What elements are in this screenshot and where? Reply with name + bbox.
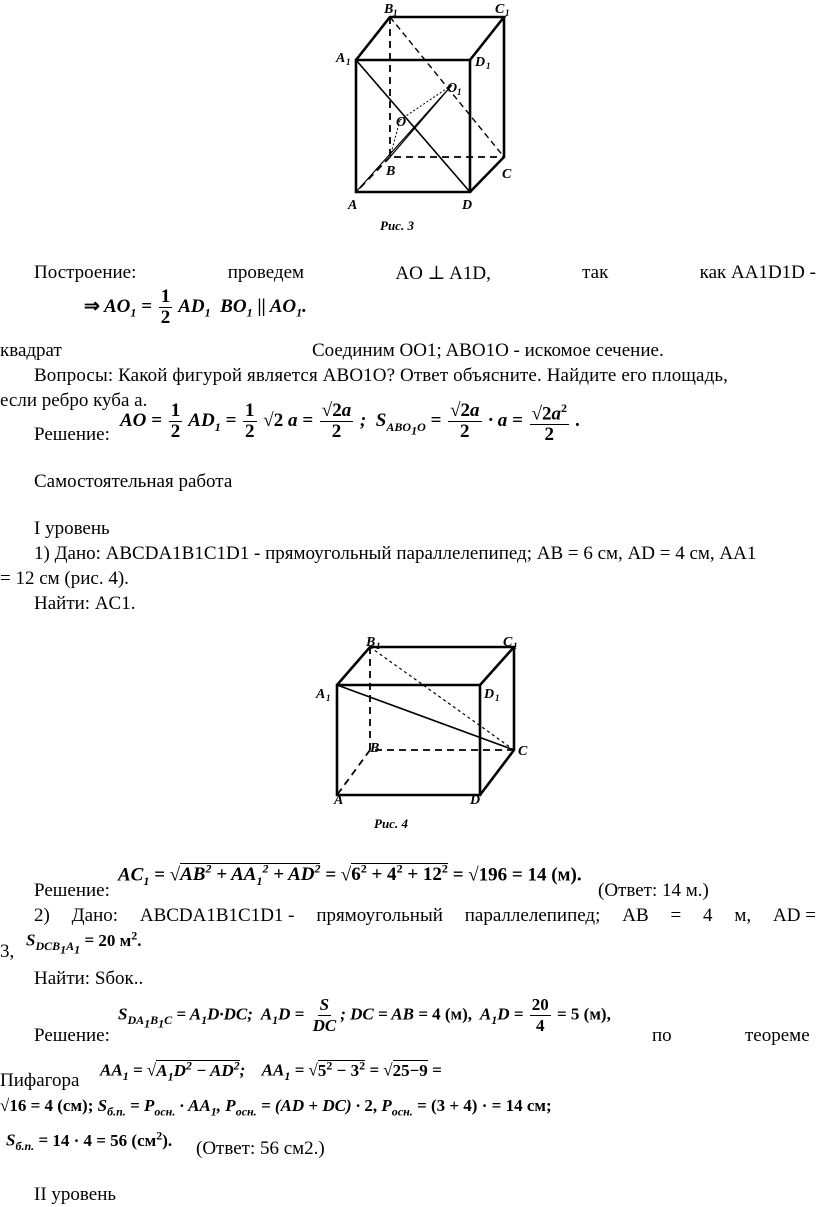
label-D1: D <box>475 55 486 70</box>
label-O: O <box>396 115 407 130</box>
independent-work-title: Самостоятельная работа <box>34 471 233 492</box>
fig4-caption: Рис. 4 <box>374 816 408 831</box>
pythagoras-label: Пифагора <box>0 1070 80 1091</box>
cube-diagram-3 <box>330 0 530 240</box>
label-B1: B <box>384 2 394 17</box>
solution2-formula: $AC_1 = √AB^2 + AA_1^2 + AD^2 = √6^2 + 4^2 + 12^2 = √196 = 14$ (м). <box>118 862 582 889</box>
solution3-formula: $S_{DA_1B_1C} = A_1D\cdot DC$; $A_1D$ = $\frac{S}{DC}$ ; DC = AB = 4 (м), $A_1D$ = $\frac{20}{4}$ = 5 (м), <box>118 995 611 1035</box>
questions-line2: если ребро куба а. <box>0 390 148 411</box>
label-A: A <box>348 198 358 213</box>
solution1-label: Решение: <box>34 424 110 445</box>
svg-text:1: 1 <box>513 641 518 651</box>
level1-title: I уровень <box>34 518 110 539</box>
fig3-caption: Рис. 3 <box>380 218 414 233</box>
construction-line2-suffix: Соединим OO1; ABO1O - искомое сечение. <box>312 340 664 361</box>
label4-C: C <box>518 744 528 759</box>
task2-line2-prefix: 3, <box>0 941 15 962</box>
label-A1: A <box>336 51 346 66</box>
label-B: B <box>386 164 396 179</box>
construction-line2-prefix: квадрат <box>0 340 62 361</box>
svg-text:1: 1 <box>486 61 491 71</box>
svg-text:1: 1 <box>393 8 398 18</box>
svg-text:1: 1 <box>505 8 510 18</box>
task1-line2: = 12 см (рис. 4). <box>0 568 129 589</box>
label4-A1: A <box>316 687 326 702</box>
svg-text:1: 1 <box>346 57 351 67</box>
solution3-tail-teoreme: теореме <box>745 1025 810 1046</box>
label4-B1: B <box>366 635 376 650</box>
figure-3 <box>330 0 530 240</box>
task1-find: Найти: AC1. <box>34 593 136 614</box>
cube-diagram-4 <box>310 630 540 840</box>
task2-find: Найти: Sбок.. <box>34 968 144 989</box>
label4-D: D <box>470 793 481 808</box>
task2-line1: 2) Дано: ABCDA1B1C1D1 - прямоугольный параллелепипед; AB = 4 м, AD = <box>34 905 816 926</box>
label-O1: O <box>447 81 458 96</box>
questions-line1: Вопросы: Какой фигурой является ABO1O? Ответ объясните. Найдите его площадь, <box>34 365 729 386</box>
label-C: C <box>502 167 512 182</box>
label-C1: C <box>495 2 505 17</box>
level2-title: II уровень <box>34 1184 117 1205</box>
solution1-formula: AO = $\frac{1}{2}$ $AD_1$ = $\frac{1}{2}$ √2 a = $\frac{√2a}{2}$ ; $S_{ABO_1O}$ = $\frac{√2a}{2}$ · a = $\frac{√2a^2}{2}$ . <box>120 398 581 445</box>
figure-4 <box>310 630 540 840</box>
solution3-line-c: $S_{б.п.} = 14 \cdot 4 = 56$ $(см^2)$. <box>6 1128 173 1154</box>
construction-line1: Построение: проведем AO ⊥ A1D, так как AA1D1D - <box>34 262 816 284</box>
solution3-line-b: √16 = 4 (см); $S_{б.п.} = P_{осн.} \cdot AA_1$, $P_{осн.} = (AD + DC) \cdot 2$, $P_{осн.} = (3 + 4)$ · = 14 см; <box>0 1096 552 1119</box>
solution3-tail-po: по <box>652 1025 672 1046</box>
task1-line1: 1) Дано: ABCDA1B1C1D1 - прямоугольный параллелепипед; AB = 6 см, AD = 4 см, AA1 <box>34 543 757 564</box>
label4-C1: C <box>503 635 513 650</box>
solution3-label: Решение: <box>34 1025 110 1046</box>
pythagoras-formula: $AA_1 = √A_1D^2 - AD^2$; $AA_1 = √5^2 - 3^2 = √25-9$ = <box>100 1058 442 1084</box>
svg-text:1: 1 <box>457 87 462 97</box>
solution3-answer: (Ответ: 56 см2.) <box>196 1138 325 1159</box>
solution2-answer: (Ответ: 14 м.) <box>598 880 709 901</box>
svg-text:1: 1 <box>326 693 331 703</box>
construction-formula: ⇒ $AO_1$ = $\frac{1}{2}$ $AD_1$ $BO_1$ || $AO_1$. <box>84 286 307 328</box>
label4-D1: D <box>484 687 495 702</box>
task2-area-formula: $S_{DCB_1A_1} = 20$ $м^2$. <box>26 928 142 957</box>
solution2-label: Решение: <box>34 880 110 901</box>
label-D: D <box>462 198 473 213</box>
svg-text:1: 1 <box>376 641 381 651</box>
label4-A: A <box>334 793 344 808</box>
label4-B: B <box>370 741 380 756</box>
svg-text:1: 1 <box>495 693 500 703</box>
